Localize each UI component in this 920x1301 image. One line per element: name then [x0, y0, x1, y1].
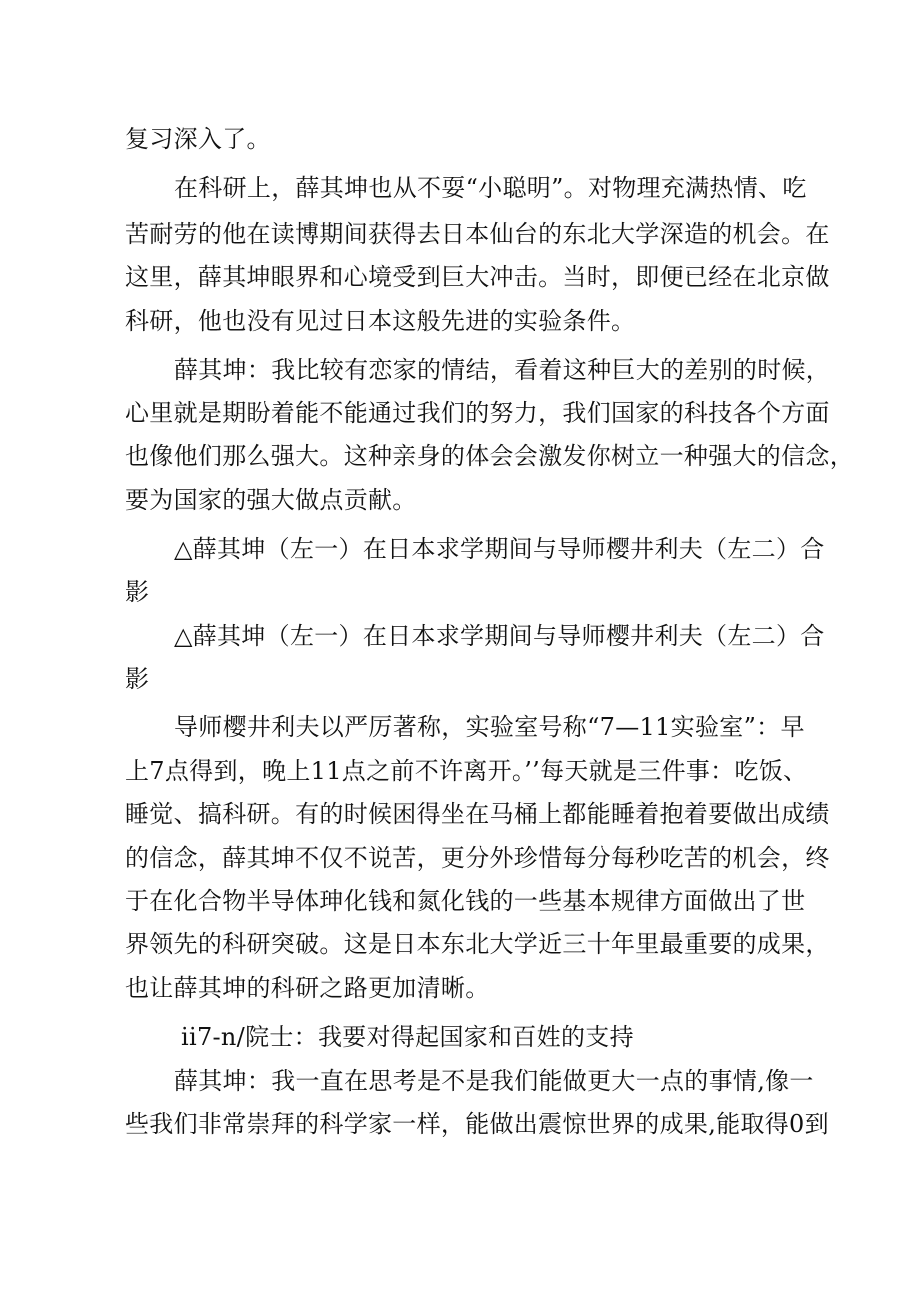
text-line: 于在化合物半导体珅化钱和氮化钱的一些基本规律方面做出了世	[125, 887, 806, 915]
text-line: 也像他们那么强大。这种亲身的体会会激发你树立一种强大的信念，	[125, 442, 854, 470]
paragraph-first-line: 薛其坤：我比较有恋家的情结，看着这种巨大的差别的时候，	[174, 356, 831, 384]
text-line: 要为国家的强大做点贡献。	[125, 486, 417, 514]
text-line: 睡觉、搞科研。有的时候困得坐在马桶上都能睡着抱着要做出成绩	[125, 800, 830, 828]
photo-caption-line: 影	[125, 578, 150, 606]
section-heading: ii7-n/院士：我要对得起国家和百姓的支持	[181, 1023, 634, 1051]
text-line: 苦耐劳的他在读博期间获得去日本仙台的东北大学深造的机会。在	[125, 220, 830, 248]
text-line: 复习深入了。	[125, 125, 271, 153]
text-line: 也让薛其坤的科研之路更加清晰。	[125, 974, 490, 1002]
text-line: 界领先的科研突破。这是日本东北大学近三十年里最重要的成果，	[125, 930, 830, 958]
photo-caption-line: △薛其坤（左一）在日本求学期间与导师樱井利夫（左二）合	[174, 535, 825, 563]
paragraph-first-line: 在科研上，薛其坤也从不耍“小聪明”。对物理充满热情、吃	[174, 174, 807, 202]
text-line: 心里就是期盼着能不能通过我们的努力，我们国家的科技各个方面	[125, 399, 830, 427]
text-line: 这里，薛其坤眼界和心境受到巨大冲击。当时，即便已经在北京做	[125, 263, 830, 291]
text-line: 科研，他也没有见过日本这般先进的实验条件。	[125, 307, 636, 335]
text-line: 上7点得到，晚上11点之前不许离开。’’每天就是三件事：吃饭、	[125, 757, 808, 785]
text-line: 的信念，薛其坤不仅不说苦，更分外珍惜每分每秒吃苦的机会，终	[125, 844, 830, 872]
photo-caption-line: △薛其坤（左一）在日本求学期间与导师樱井利夫（左二）合	[174, 622, 825, 650]
text-line: 些我们非常崇拜的科学家一样，能做出震惊世界的成果,能取得0到	[125, 1110, 829, 1138]
paragraph-first-line: 导师樱井利夫以严厉著称，实验室号称“7—11实验室”：早	[174, 713, 805, 741]
paragraph-first-line: 薛其坤：我一直在思考是不是我们能做更大一点的事情,像一	[174, 1067, 814, 1095]
photo-caption-line: 影	[125, 665, 150, 693]
